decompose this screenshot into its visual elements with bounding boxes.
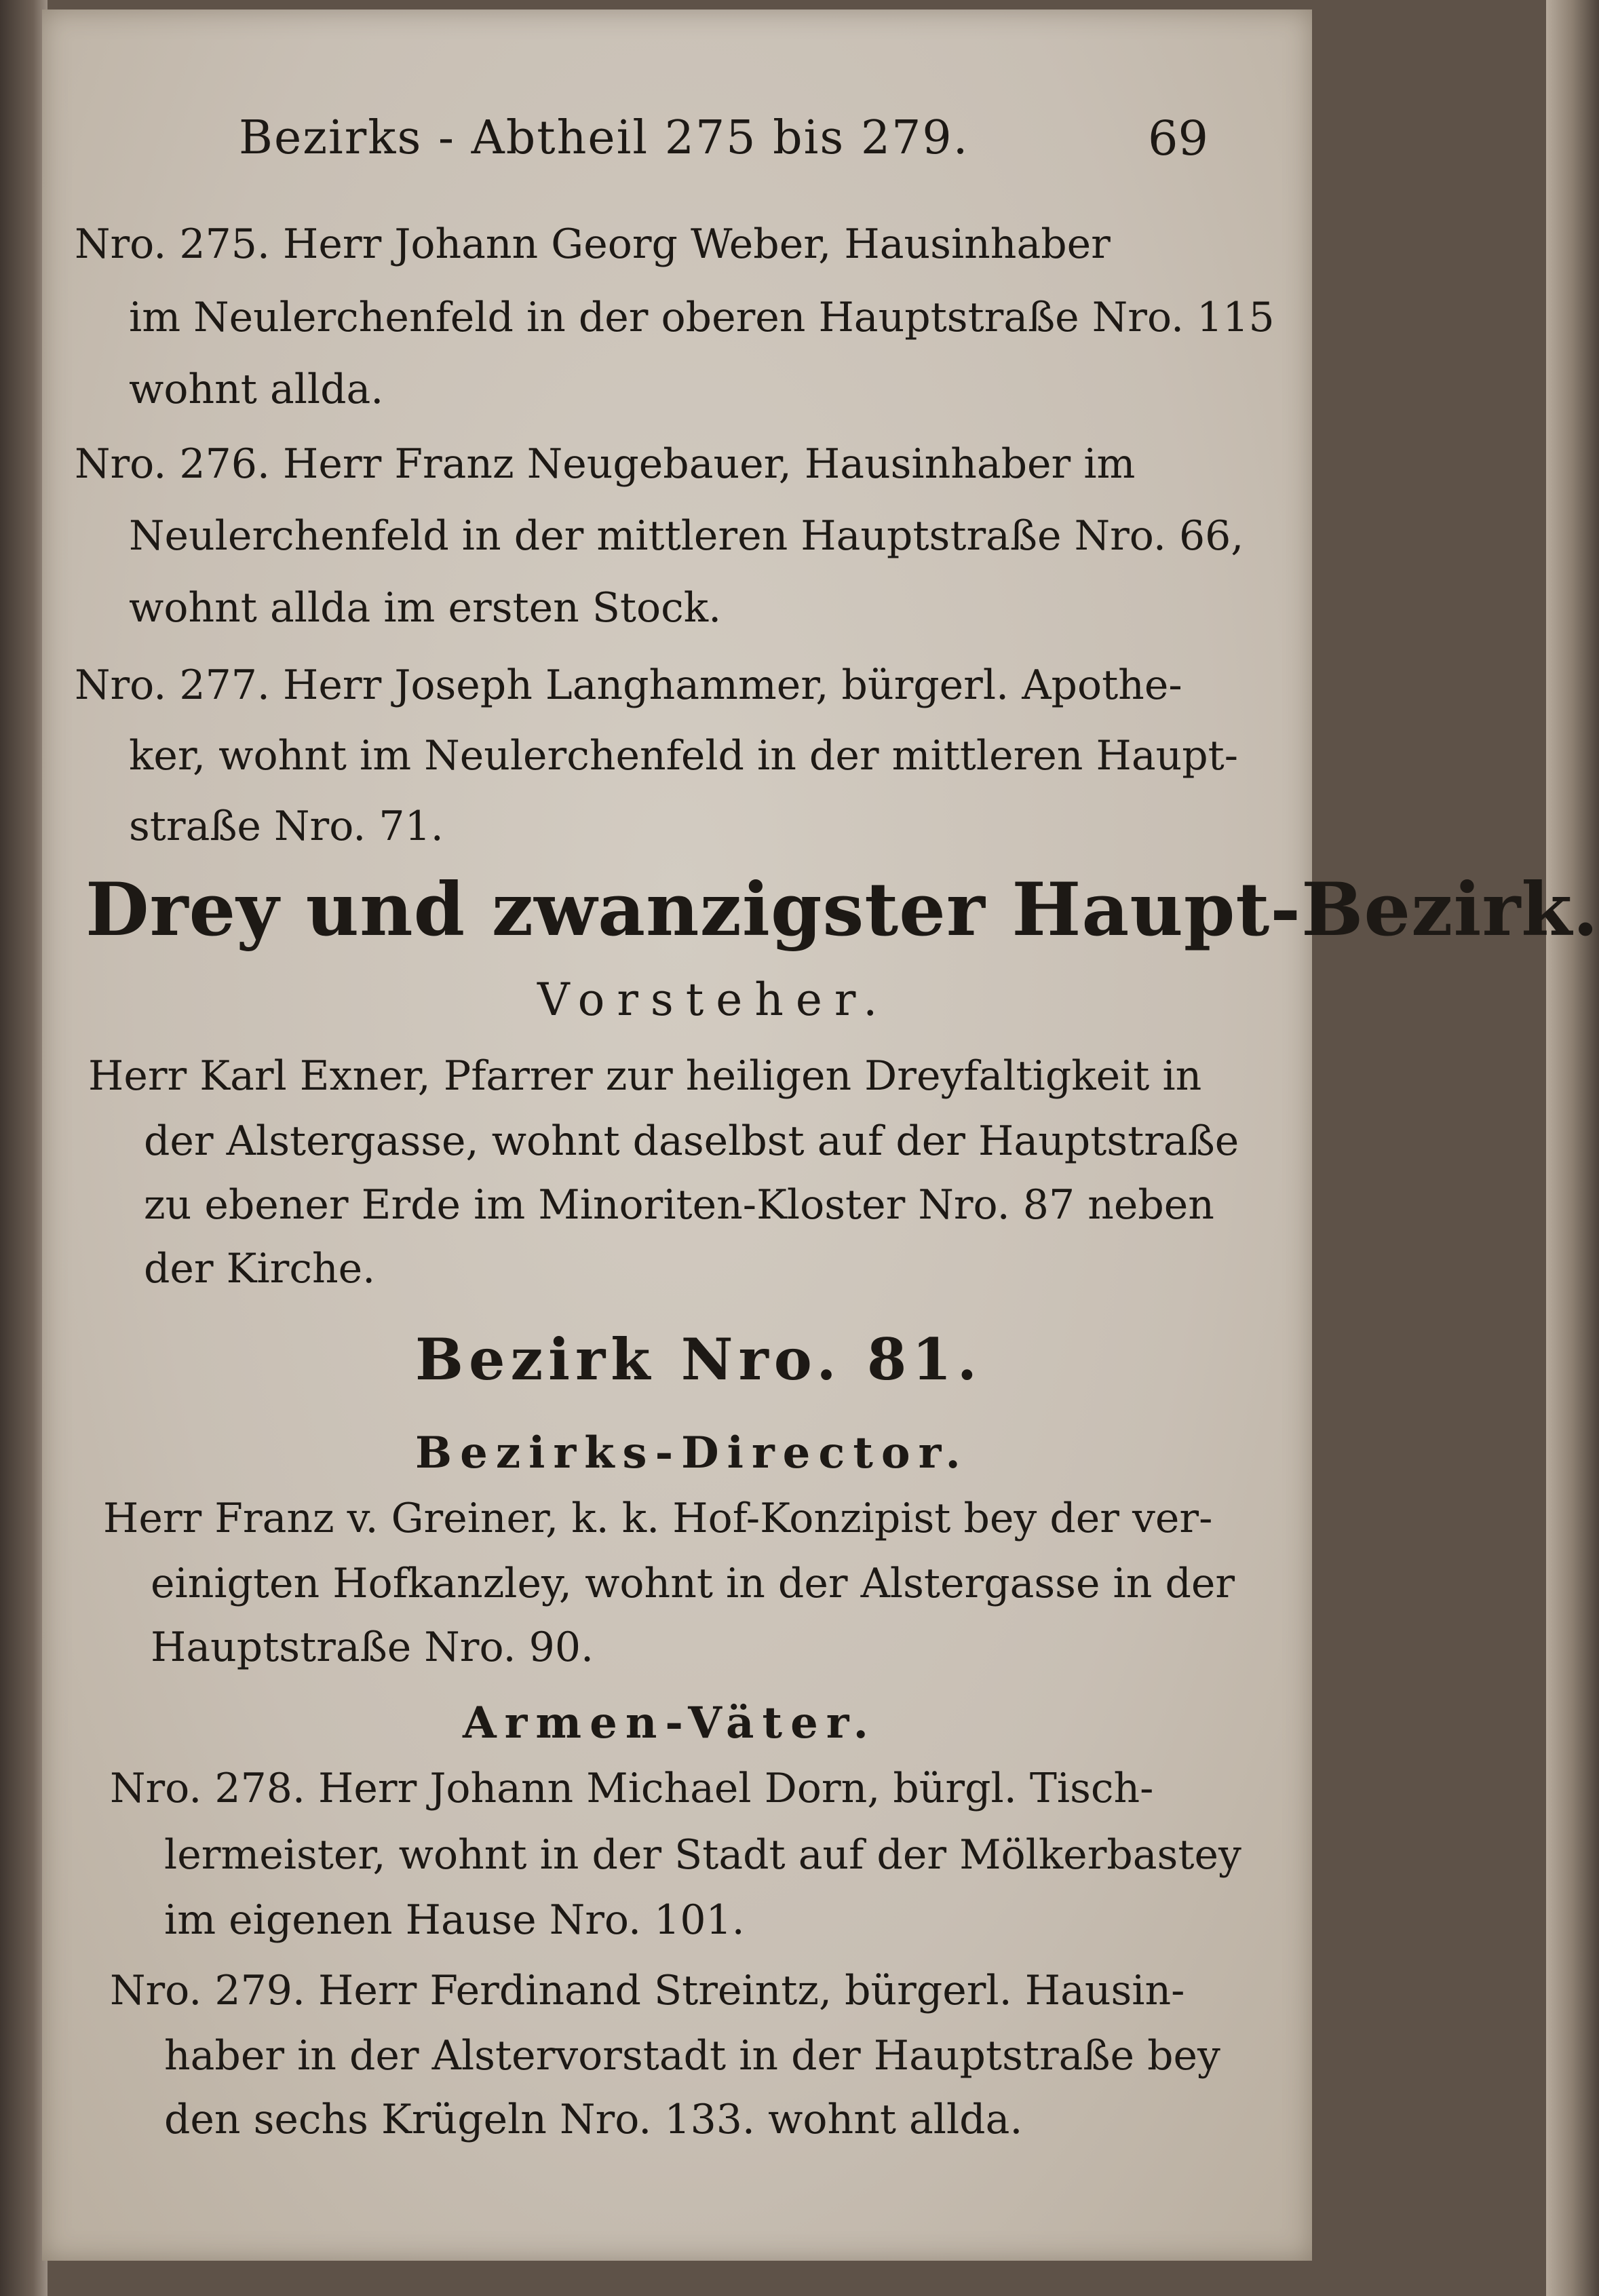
entry-276-line-1: Nro. 276. Herr Franz Neugebauer, Hausinhaber im [75, 440, 1136, 488]
armen-vaeter-heading: Armen-Väter. [463, 1698, 876, 1748]
book-gutter-left [0, 0, 47, 2296]
running-title: Bezirks - Abtheil 275 bis 279. [239, 111, 969, 165]
entry-278-line-1: Nro. 278. Herr Johann Michael Dorn, bürgl. Tisch- [110, 1765, 1154, 1812]
vorsteher-line-4: der Kirche. [144, 1245, 376, 1293]
entry-278-line-3: im eigenen Hause Nro. 101. [164, 1896, 745, 1944]
vorsteher-heading: Vorsteher. [537, 974, 890, 1026]
page-number: 69 [1148, 111, 1209, 166]
vorsteher-line-2: der Alstergasse, wohnt daselbst auf der Hauptstraße [144, 1117, 1239, 1165]
entry-277-line-2: ker, wohnt im Neulerchenfeld in der mittleren Haupt- [129, 732, 1239, 780]
director-line-1: Herr Franz v. Greiner, k. k. Hof-Konzipist bey der ver- [103, 1495, 1213, 1542]
entry-276-line-3: wohnt allda im ersten Stock. [129, 584, 722, 632]
entry-275-line-3: wohnt allda. [129, 366, 384, 413]
director-line-2: einigten Hofkanzley, wohnt in der Alstergasse in der [151, 1560, 1235, 1607]
book-page [42, 9, 1599, 2261]
entry-279-line-1: Nro. 279. Herr Ferdinand Streintz, bürgerl. Hausin- [110, 1967, 1185, 2014]
vorsteher-line-1: Herr Karl Exner, Pfarrer zur heiligen Dreyfaltigkeit in [88, 1052, 1202, 1100]
entry-276-line-2: Neulerchenfeld in der mittleren Hauptstraße Nro. 66, [129, 512, 1244, 560]
director-heading: Bezirks-Director. [415, 1428, 969, 1478]
director-line-3: Hauptstraße Nro. 90. [151, 1624, 594, 1671]
entry-277-line-3: straße Nro. 71. [129, 803, 444, 850]
entry-279-line-3: den sechs Krügeln Nro. 133. wohnt allda. [164, 2096, 1023, 2143]
vorsteher-line-3: zu ebener Erde im Minoriten-Kloster Nro. 87 neben [144, 1181, 1214, 1229]
entry-277-line-1: Nro. 277. Herr Joseph Langhammer, bürgerl. Apothe- [75, 662, 1182, 709]
entry-278-line-2: lermeister, wohnt in der Stadt auf der Mölkerbastey [164, 1831, 1241, 1879]
book-edge-right [1546, 0, 1599, 2296]
entry-275-line-1: Nro. 275. Herr Johann Georg Weber, Hausinhaber [75, 221, 1111, 268]
main-district-heading: Drey und zwanzigster Haupt-Bezirk. [85, 867, 1599, 953]
district-81-heading: Bezirk Nro. 81. [415, 1326, 982, 1393]
entry-275-line-2: im Neulerchenfeld in der oberen Hauptstraße Nro. 115 [129, 294, 1275, 341]
entry-279-line-2: haber in der Alstervorstadt in der Hauptstraße bey [164, 2032, 1220, 2080]
